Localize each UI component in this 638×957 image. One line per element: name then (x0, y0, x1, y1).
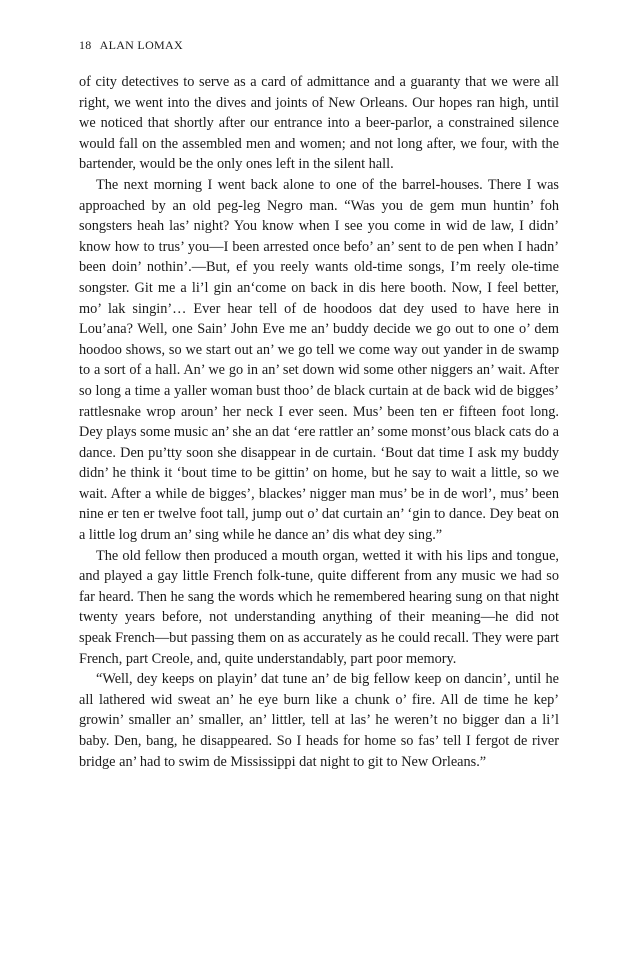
body-text (79, 72, 559, 772)
paragraph-continuation: of city detectives to serve as a card of admittance and a guaranty that we were all right, we went into the dives and joints of New Orleans. Our hopes ran high, until we noticed that shortly after our entrance into a beer-parlor, a constrained silence would fall on the assembled men and women; and not long after, we four, with the bartender, would be the only ones left in the silent hall. (79, 74, 559, 173)
running-head (79, 38, 183, 53)
page-number: 18 (79, 38, 92, 52)
paragraph-closing-quote: “Well, dey keeps on playin’ dat tune an’ de big fellow keep on dancin’, until he all lathered wid sweat an’ he eye burn like a chunk o’ fire. All de time he kep’ growin’ smaller an’ smaller, an’ littler, tell at las’ he weren’t no bigger dan a li’l baby. Den, bang, he disappeared. So I heads for home so fas’ tell I fergot de river bridge an’ had to swim de Mississippi dat night to git to New Orleans.” (79, 671, 559, 770)
paragraph-mouth-organ: The old fellow then produced a mouth organ, wetted it with his lips and tongue, and played a gay little French folk-tune, quite different from any music we had so far heard. Then he sang the words which he remembered hearing sung on that night twenty years before, not understanding anything of their meaning—he did not speak French—but passing them on as accurately as he could recall. They were part French, part Creole, and, quite understandably, part poor memory. (79, 547, 559, 667)
running-head-author: ALAN LOMAX (99, 38, 183, 52)
paragraph-barrel-house: The next morning I went back alone to one of the barrel-houses. There I was approached by an old peg-leg Negro man. “Was you de gem mun huntin’ foh songsters heah las’ night? You know when I see you come in wid de law, I didn’ know how to trus’ you—I been arrested once befo’ an’ sent to de pen when I hadn’ been doin’ nothin’.—But, ef you reely wants old-time songs, I’m reely ole-time songster. Git me a li’l gin an‘come on back in dis here booth. Now, I feel better, mo’ lak singin’… Ever hear tell of de hoodoos dat dey used to have here in Lou’ana? Well, one Sain’ John Eve me an’ buddy decide we go out to one o’ dem hoodoo shows, so we start out an’ we go tell we come way out yander in de swamp to a sort of a hall. An’ we go in an’ set down wid some other niggers an’ wait. After so long a time a yaller woman bust thoo’ de black curtain at de back wid de bigges’ rattlesnake wrop aroun’ her neck I ever seen. Mus’ been ten er fifteen foot long. Dey plays some music an’ she an dat ‘ere rattler an’ some monst’ous black cats do a dance. Den pu’tty soon she disappear in de curtain. ‘Bout dat time I ask my buddy didn’ he think it ‘bout time to be gittin’ on home, but he say to wait a little, so we wait. After a while de bigges’, blackes’ nigger man mus’ be in de worl’, mus’ been nine er ten er twelve foot tall, jump out o’ dat curtain an’ ‘gin to dance. Dey beat on a little log drum an’ sing while he dance an’ dis what dey sing.” (79, 176, 559, 544)
